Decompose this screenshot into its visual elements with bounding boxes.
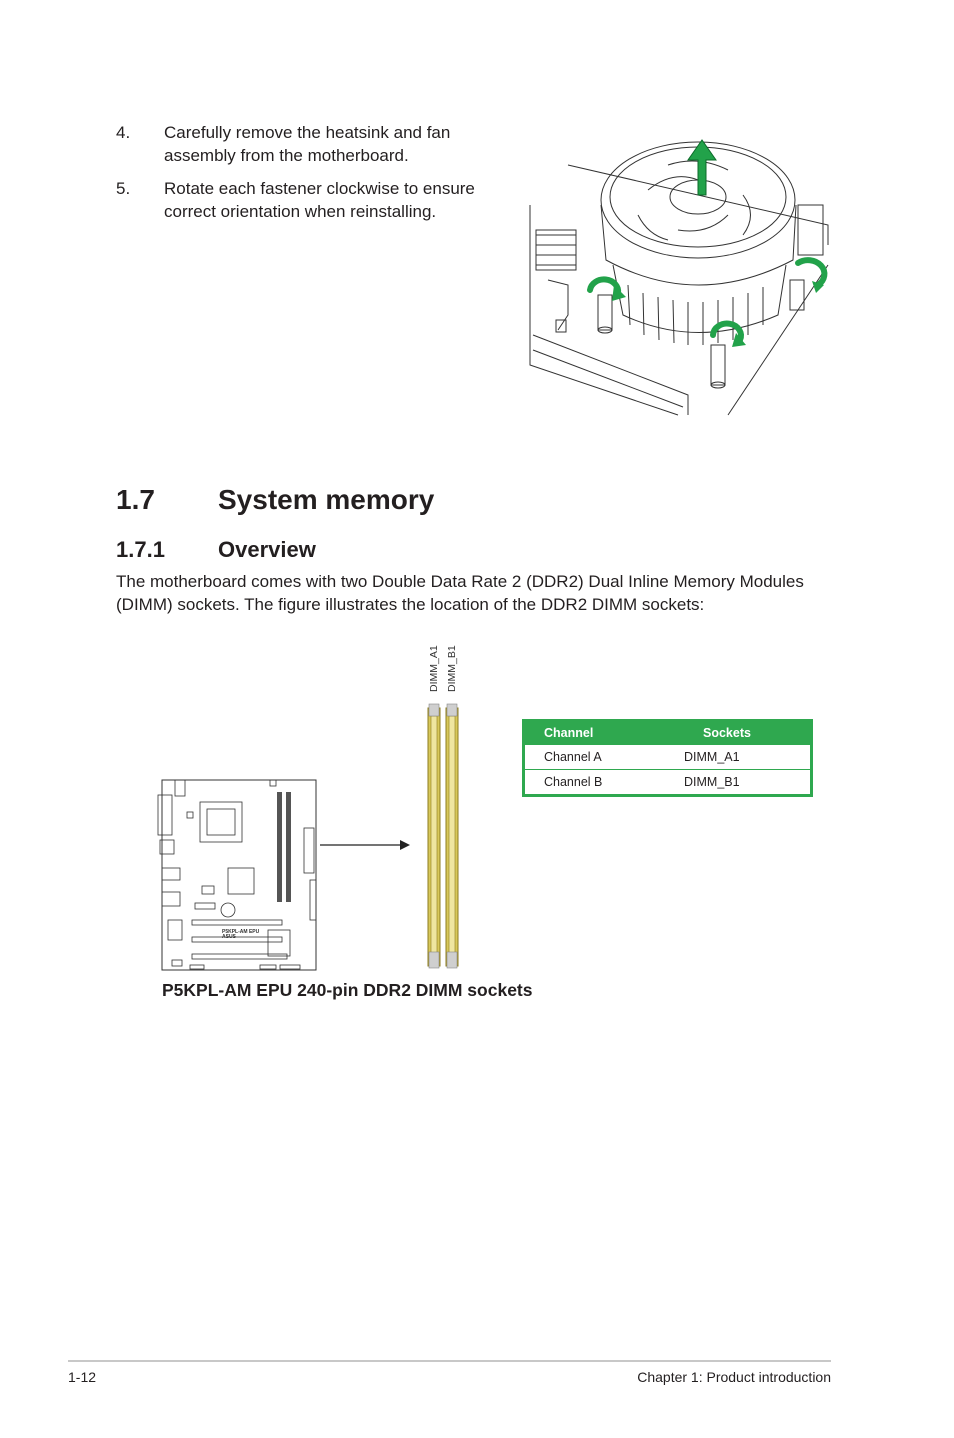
step-4 — [116, 121, 516, 171]
dimm-location-figure — [150, 630, 470, 975]
section-heading — [116, 484, 434, 516]
brand-label: ASUS — [222, 934, 236, 940]
subsection-heading — [116, 537, 316, 563]
footer-rule — [68, 1360, 831, 1362]
table-cell: Channel A — [525, 745, 681, 770]
board-label: P5KPL-AM EPU — [222, 929, 260, 935]
table-cell: Channel B — [525, 770, 681, 795]
dimm-socket-b1 — [446, 704, 458, 968]
step-text: Rotate each fastener clockwise to ensure correct orientation when reinstalling. — [164, 179, 475, 221]
section-title: System memory — [218, 484, 435, 515]
step-5 — [116, 177, 516, 227]
table-row — [525, 770, 810, 795]
subsection-title: Overview — [218, 537, 316, 562]
column-header-channel: Channel — [525, 722, 681, 745]
step-number: 4. — [116, 123, 131, 142]
overview-paragraph: The motherboard comes with two Double Data Rate 2 (DDR2) Dual Inline Memory Modules (DIMM) sockets. The figure illustrates the location of the DDR2 DIMM sockets: — [116, 572, 804, 614]
table-cell: DIMM_A1 — [681, 745, 810, 770]
figure-caption: P5KPL-AM EPU 240-pin DDR2 DIMM sockets — [162, 980, 533, 1000]
step-number: 5. — [116, 179, 131, 198]
heatsink-removal-illustration — [528, 135, 838, 420]
slot-label-b1: DIMM_B1 — [446, 645, 458, 692]
step-text: Carefully remove the heatsink and fan assembly from the motherboard. — [164, 123, 451, 165]
section-number: 1.7 — [116, 484, 155, 515]
table-row — [525, 745, 810, 770]
dimm-socket-a1 — [428, 704, 440, 968]
slot-label-a1: DIMM_A1 — [428, 645, 440, 692]
subsection-number: 1.7.1 — [116, 537, 165, 562]
page-number: 1-12 — [68, 1369, 97, 1385]
chapter-title: Chapter 1: Product introduction — [637, 1369, 831, 1385]
table-header-row — [525, 722, 810, 745]
table-cell: DIMM_B1 — [681, 770, 810, 795]
column-header-sockets: Sockets — [681, 722, 810, 745]
channel-table — [522, 719, 813, 797]
